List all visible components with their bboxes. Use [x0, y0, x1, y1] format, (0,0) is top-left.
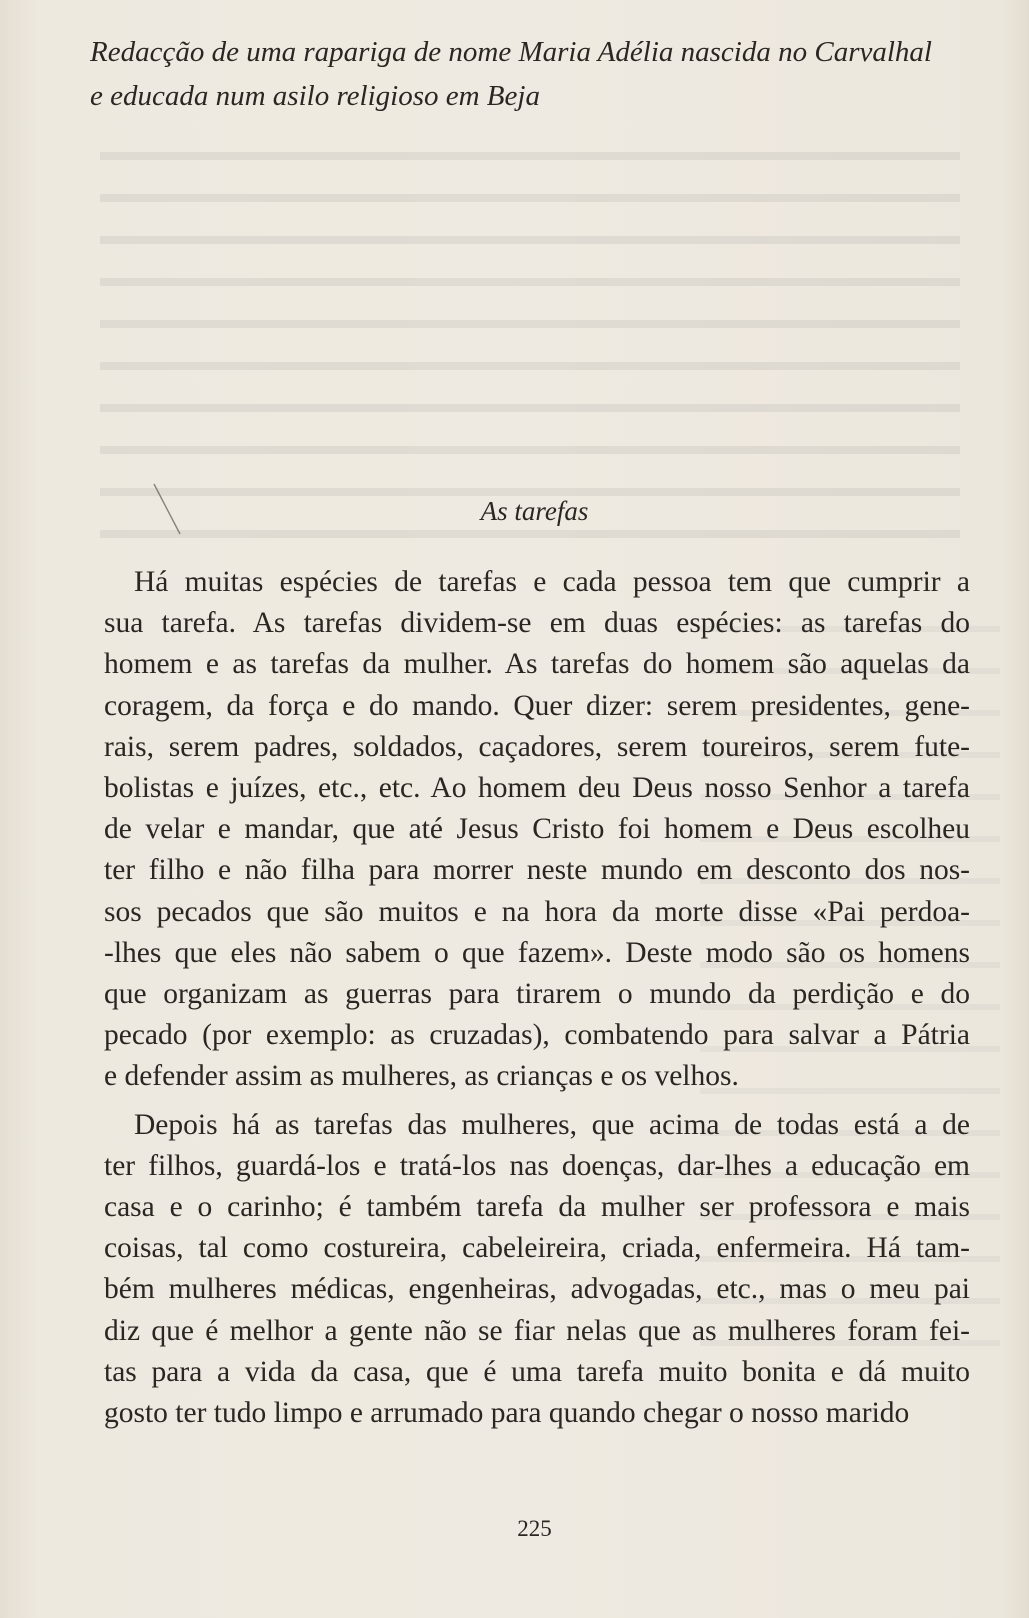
header-line-1: Redacção de uma rapariga de nome Maria Adélia nascida no Carvalhal	[90, 36, 932, 68]
text-line: bém mulheres médicas, engenheiras, advogadas, etc., mas o meu pai	[104, 1273, 970, 1306]
text-line: bolistas e juízes, etc., etc. Ao homem deu Deus nosso Senhor a tarefa	[104, 772, 970, 805]
text-line: diz que é melhor a gente não se fiar nelas que as mulheres foram fei-	[104, 1314, 970, 1347]
text-line: gosto ter tudo limpo e arrumado para quando chegar o nosso marido	[104, 1397, 910, 1430]
text-line: ter filhos, guardá-los e tratá-los nas doenças, dar-lhes a educação em	[104, 1149, 970, 1182]
text-line: -lhes que eles não sabem o que fazem». Deste modo são os homens	[104, 936, 970, 969]
text-line: homem e as tarefas da mulher. As tarefas do homem são aquelas da	[104, 648, 970, 681]
page-header	[90, 30, 960, 118]
page-number: 225	[517, 1516, 552, 1541]
text-line: que organizam as guerras para tirarem o mundo da perdição e do	[104, 978, 970, 1011]
text-line: casa e o carinho; é também tarefa da mulher ser professora e mais	[104, 1191, 970, 1224]
text-line: ter filho e não filha para morrer neste mundo em desconto dos nos-	[104, 854, 970, 887]
section-title: As tarefas	[480, 496, 589, 526]
body-text	[104, 562, 970, 1434]
text-line: de velar e mandar, que até Jesus Cristo foi homem e Deus escolheu	[104, 813, 970, 846]
paragraph-2	[104, 1105, 970, 1435]
text-line: tas para a vida da casa, que é uma tarefa muito bonita e dá muito	[104, 1355, 970, 1388]
paragraph-1	[104, 562, 970, 1098]
text-line: Há muitas espécies de tarefas e cada pessoa tem que cumprir a	[134, 566, 970, 598]
text-line: e defender assim as mulheres, as crianças e os velhos.	[104, 1060, 739, 1093]
text-line: sos pecados que são muitos e na hora da morte disse «Pai perdoa-	[104, 895, 970, 928]
text-line: pecado (por exemplo: as cruzadas), combatendo para salvar a Pátria	[104, 1019, 970, 1052]
text-line: sua tarefa. As tarefas dividem-se em duas espécies: as tarefas do	[104, 607, 970, 640]
header-line-2: e educada num asilo religioso em Beja	[90, 80, 540, 112]
text-line: Depois há as tarefas das mulheres, que acima de todas está a de	[134, 1108, 970, 1141]
text-line: coisas, tal como costureira, cabeleireira, criada, enfermeira. Há tam-	[104, 1232, 970, 1265]
text-line: rais, serem padres, soldados, caçadores, serem toureiros, serem fute-	[104, 730, 970, 763]
text-line: coragem, da força e do mando. Quer dizer: serem presidentes, gene-	[104, 689, 970, 722]
